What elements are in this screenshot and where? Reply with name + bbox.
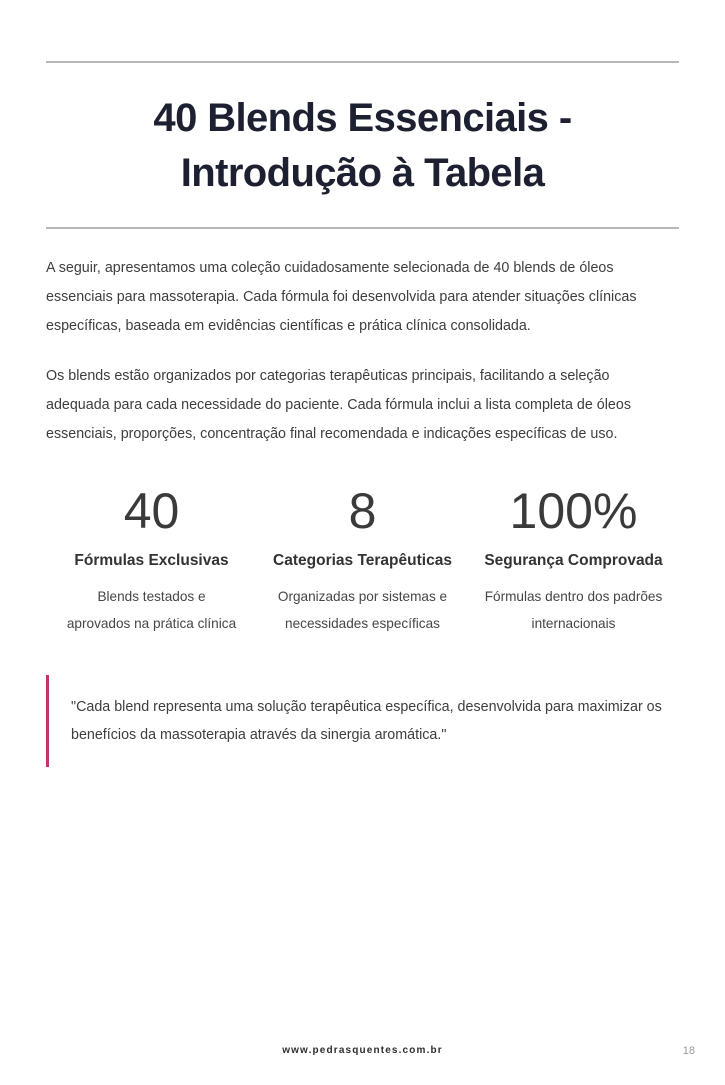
pull-quote xyxy=(46,675,679,767)
intro-paragraph-2: Os blends estão organizados por categorias terapêuticas principais, facilitando a seleção adequada para cada necessidade do paciente. Cada fórmula inclui a lista completa de óleos essenciais, proporções, concentração final recomendada e indicações específicas de uso. xyxy=(46,368,631,442)
stat-description-categorias: Organizadas por sistemas e necessidades específicas xyxy=(277,588,448,631)
page-footer xyxy=(0,1039,725,1063)
body-content xyxy=(46,229,679,767)
stat-label-formulas: Fórmulas Exclusivas xyxy=(74,551,229,569)
stat-label-seguranca: Segurança Comprovada xyxy=(484,551,663,569)
page-title-line-2: Introdução à Tabela xyxy=(180,151,545,196)
statistics-row xyxy=(46,483,679,638)
stat-description-formulas: Blends testados e aprovados na prática clínica xyxy=(66,588,237,631)
stat-number-formulas: 40 xyxy=(123,482,180,539)
footer-website-url: www.pedrasquentes.com.br xyxy=(282,1045,443,1056)
stat-card-seguranca xyxy=(468,483,679,638)
stat-card-formulas xyxy=(46,483,257,638)
stat-number-categorias: 8 xyxy=(348,482,377,539)
pull-quote-text: "Cada blend representa uma solução terapêutica específica, desenvolvida para maximizar os benefícios da massoterapia através da sinergia aromática." xyxy=(71,698,662,744)
stat-label-categorias: Categorias Terapêuticas xyxy=(273,551,452,569)
page-title xyxy=(46,63,679,227)
stat-description-seguranca: Fórmulas dentro dos padrões internacionais xyxy=(484,588,663,631)
stat-card-categorias xyxy=(257,483,468,638)
page-title-line-1: 40 Blends Essenciais - xyxy=(153,96,572,140)
stat-number-seguranca: 100% xyxy=(509,482,638,539)
document-page xyxy=(0,61,725,1085)
intro-paragraph-1: A seguir, apresentamos uma coleção cuidadosamente selecionada de 40 blends de óleos essenciais para massoterapia. Cada fórmula foi desenvolvida para atender situações clínicas específicas, baseada em evidências científicas e prática clínica consolidada. xyxy=(46,260,637,335)
footer-page-number: 18 xyxy=(682,1045,695,1057)
